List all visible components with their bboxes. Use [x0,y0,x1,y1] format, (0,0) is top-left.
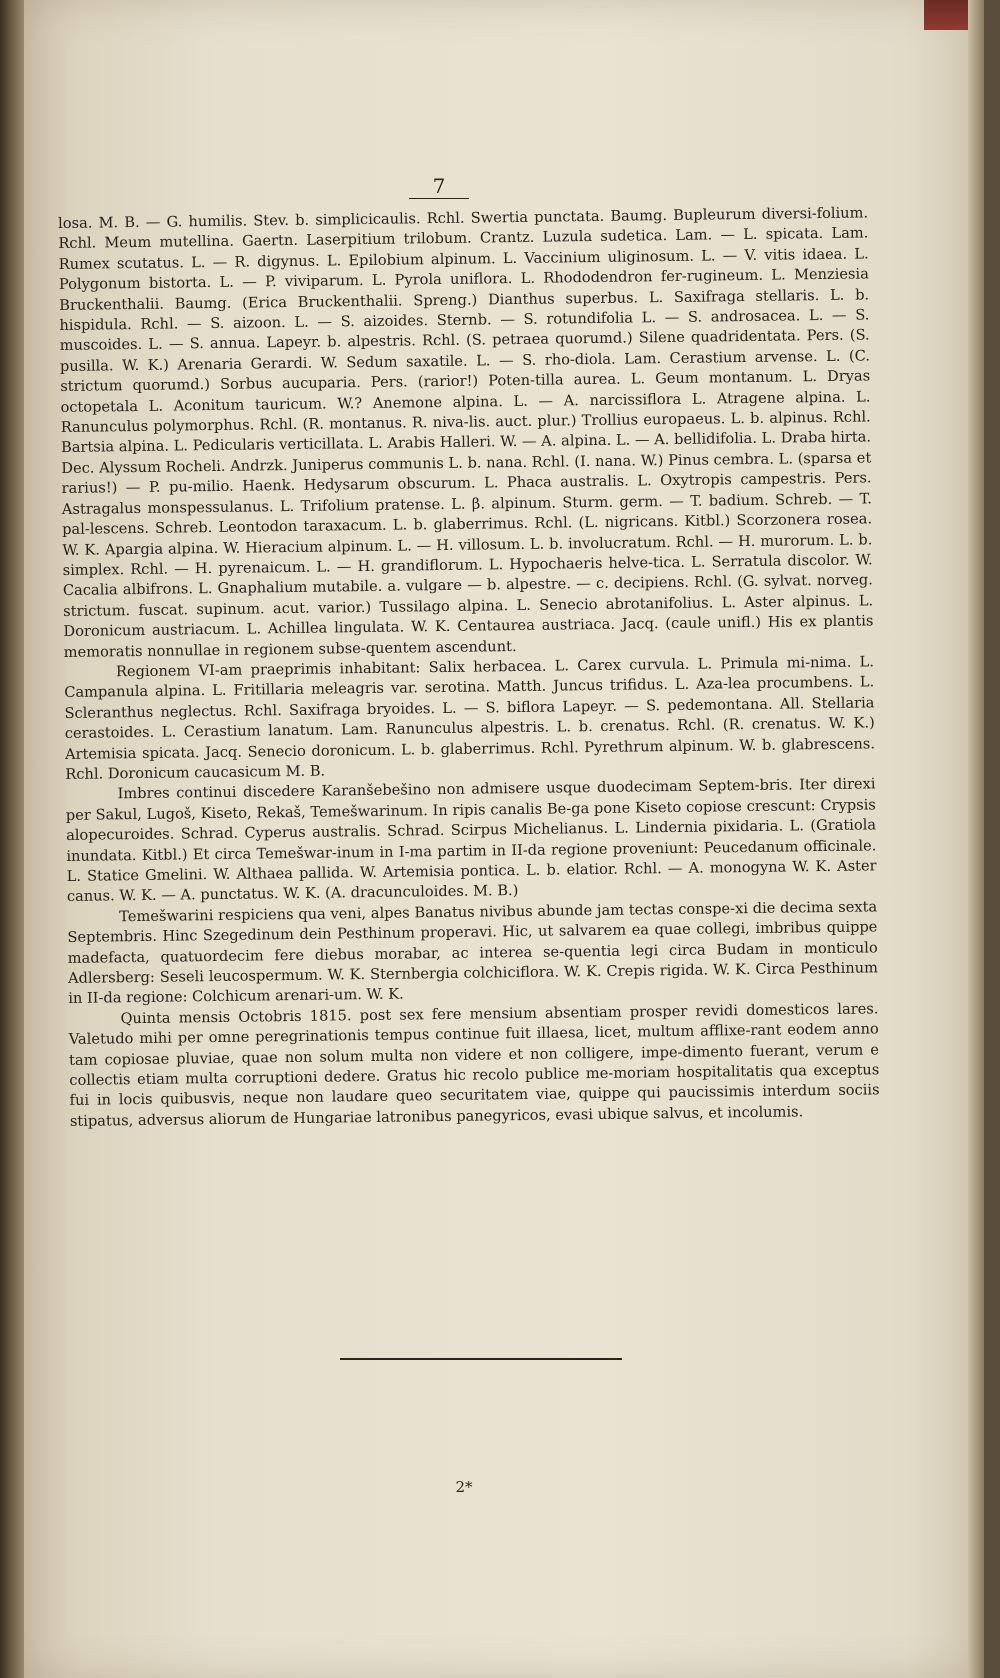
page-number: 7 [432,174,446,198]
paragraph-plant-list: losa. M. B. — G. humilis. Stev. b. simplicicaulis. Rchl. Swertia punctata. Baumg. Bupleurum diversi-folium. Rchl. Meum mutellina. Gaertn. Laserpitium trilobum. Crantz. Luzula sudetica. Lam. — L. spicata. Lam. Rumex scutatus. L. — R. digynus. L. Epilobium alpinum. L. Vaccinium uliginosum. L. — V. vitis idaea. L. Polygonum bistorta. L. — P. viviparum. L. Pyrola uniflora. L. Rhododendron fer-rugineum. L. Menziesia Bruckenthalii. Baumg. (Erica Bruckenthalii. Spreng.) Dianthus superbus. L. Saxifraga stellaris. L. b. hispidula. Rchl. — S. aizoon. L. — S. aizoides. Sternb. — S. rotundifolia L. — S. androsacea. L. — S. muscoides. L. — S. annua. Lapeyr. b. alpestris. Rchl. (S. petraea quorumd.) Silene quadridentata. Pers. (S. pusilla. W. K.) Arenaria Gerardi. W. Sedum saxatile. L. — S. rho-diola. Lam. Cerastium arvense. L. (C. strictum quorumd.) Sorbus aucuparia. Pers. (rarior!) Poten-tilla aurea. L. Geum montanum. L. Dryas octopetala L. Aconitum tauricum. W.? Anemone alpina. L. — A. narcissiflora L. Atragene alpina. L. Ranunculus polymorphus. Rchl. (R. montanus. R. niva-lis. auct. plur.) Trollius europaeus. L. b. alpinus. Rchl. Bartsia alpina. L. Pedicularis verticillata. L. Arabis Halleri. W. — A. alpina. L. — A. bellidifolia. L. Draba hirta. Dec. Alyssum Rocheli. Andrzk. Juniperus communis L. b. nana. Rchl. (I. nana. W.) Pinus cembra. L. (sparsa et rarius!) — P. pu-milio. Haenk. Hedysarum obscurum. L. Phaca australis. L. Oxytropis campestris. Pers. Astragalus monspessulanus. L. Trifolium pratense. L. β. alpinum. Sturm. germ. — T. badium. Schreb. — T. pal-lescens. Schreb. Leontodon taraxacum. L. b. glaberrimus. Rchl. (L. nigricans. Kitbl.) Scorzonera rosea. W. K. Apargia alpina. W. Hieracium alpinum. L. — H. villosum. L. b. involucratum. Rchl. — H. murorum. L. b. simplex. Rchl. — H. pyrenaicum. L. — H. grandiflorum. L. Hypochaeris helve-tica. L. Serratula discolor. W. Cacalia albifrons. L. Gnaphalium mutabile. a. vulgare — b. alpestre. — c. decipiens. Rchl. (G. sylvat. norveg. strictum. fuscat. supinum. acut. varior.) Tussilago alpina. L. Senecio abrotanifolius. L. Aster alpinus. L. Doronicum austriacum. L. Achillea lingulata. W. K. Centaurea austriaca. Jacq. (caule unifl.) His ex plantis memoratis nonnullae in regionem subse-quentem ascendunt. [58,204,874,661]
paragraph-return: Quinta mensis Octobris 1815. post sex fere mensium absentiam prosper revidi domesticos lares. Valetudo mihi per omne peregrinationis tempus continue fuit illaesa, licet, multum afflixe-rant eodem anno tam copiosae pluviae, quae non solum multa non videre et non colligere, impe-dimento fuerant, verum e collectis etiam multa corruptioni dedere. Gratus hic recolo publice me-moriam hospitalitatis qua exceptus fui in locis quibusvis, neque non laudare queo securitatem viae, quippe qui paucissimis interdum sociis stipatus, adversus aliorum de Hungariae latronibus panegyricos, evasi ubique salvus, et incolumis. [68,1000,880,1130]
paragraph-region-vi: Regionem VI-am praeprimis inhabitant: Salix herbacea. L. Carex curvula. L. Primula mi-nima. L. Campanula alpina. L. Fritillaria meleagris var. serotina. Matth. Juncus trifidus. L. Aza-lea procumbens. L. Scleranthus neglectus. Rchl. Saxifraga bryoides. L. — S. biflora Lapeyr. — S. pedemontana. All. Stellaria cerastoides. L. Cerastium lanatum. Lam. Ranunculus alpestris. L. b. crenatus. Rchl. (R. crenatus. W. K.) Artemisia spicata. Jacq. Senecio doronicum. L. b. glaberrimus. Rchl. Pyrethrum alpinum. W. b. glabrescens. Rchl. Doronicum caucasicum M. B. [64,653,876,783]
signature-mark: 2* [455,1478,473,1496]
closing-rule [340,1358,622,1360]
page-right-edge [968,0,984,1678]
page-number-rule [409,198,469,199]
book-page [24,0,984,1678]
body-text [58,203,880,1132]
margin-show-through-marks [2,1060,24,1500]
paragraph-journey: Imbres continui discedere Karanšebešino non admisere usque duodecimam Septem-bris. Iter direxi per Sakul, Lugoš, Kiseto, Rekaš, Temešwarinum. In ripis canalis Be-ga pone Kiseto copiose crescunt: Crypsis alopecuroides. Schrad. Cyperus australis. Schrad. Scirpus Michelianus. L. Lindernia pixidaria. L. (Gratiola inundata. Kitbl.) Et circa Temešwar-inum in I-ma partim in II-da regione proveniunt: Peucedanum officinale. L. Statice Gmelini. W. Althaea pallida. W. Artemisia pontica. L. b. elatior. Rchl. — A. monogyna W. K. Aster canus. W. K. — A. punctatus. W. K. (A. dracunculoides. M. B.) [65,775,877,906]
paragraph-temeswar: Temešwarini respiciens qua veni, alpes Banatus nivibus abunde jam tectas conspe-xi die decima sexta Septembris. Hinc Szegedinum dein Pesthinum properavi. Hic, ut salvarem ea quae collegi, imbribus quippe madefacta, quatuordecim fere diebus morabar, ac interea se-quentia legi circa Budam in monticulo Adlersberg: Seseli leucospermum. W. K. Sternbergia colchiciflora. W. K. Crepis rigida. W. K. Circa Pesthinum in II-da regione: Colchicum arenari-um. W. K. [67,898,879,1008]
